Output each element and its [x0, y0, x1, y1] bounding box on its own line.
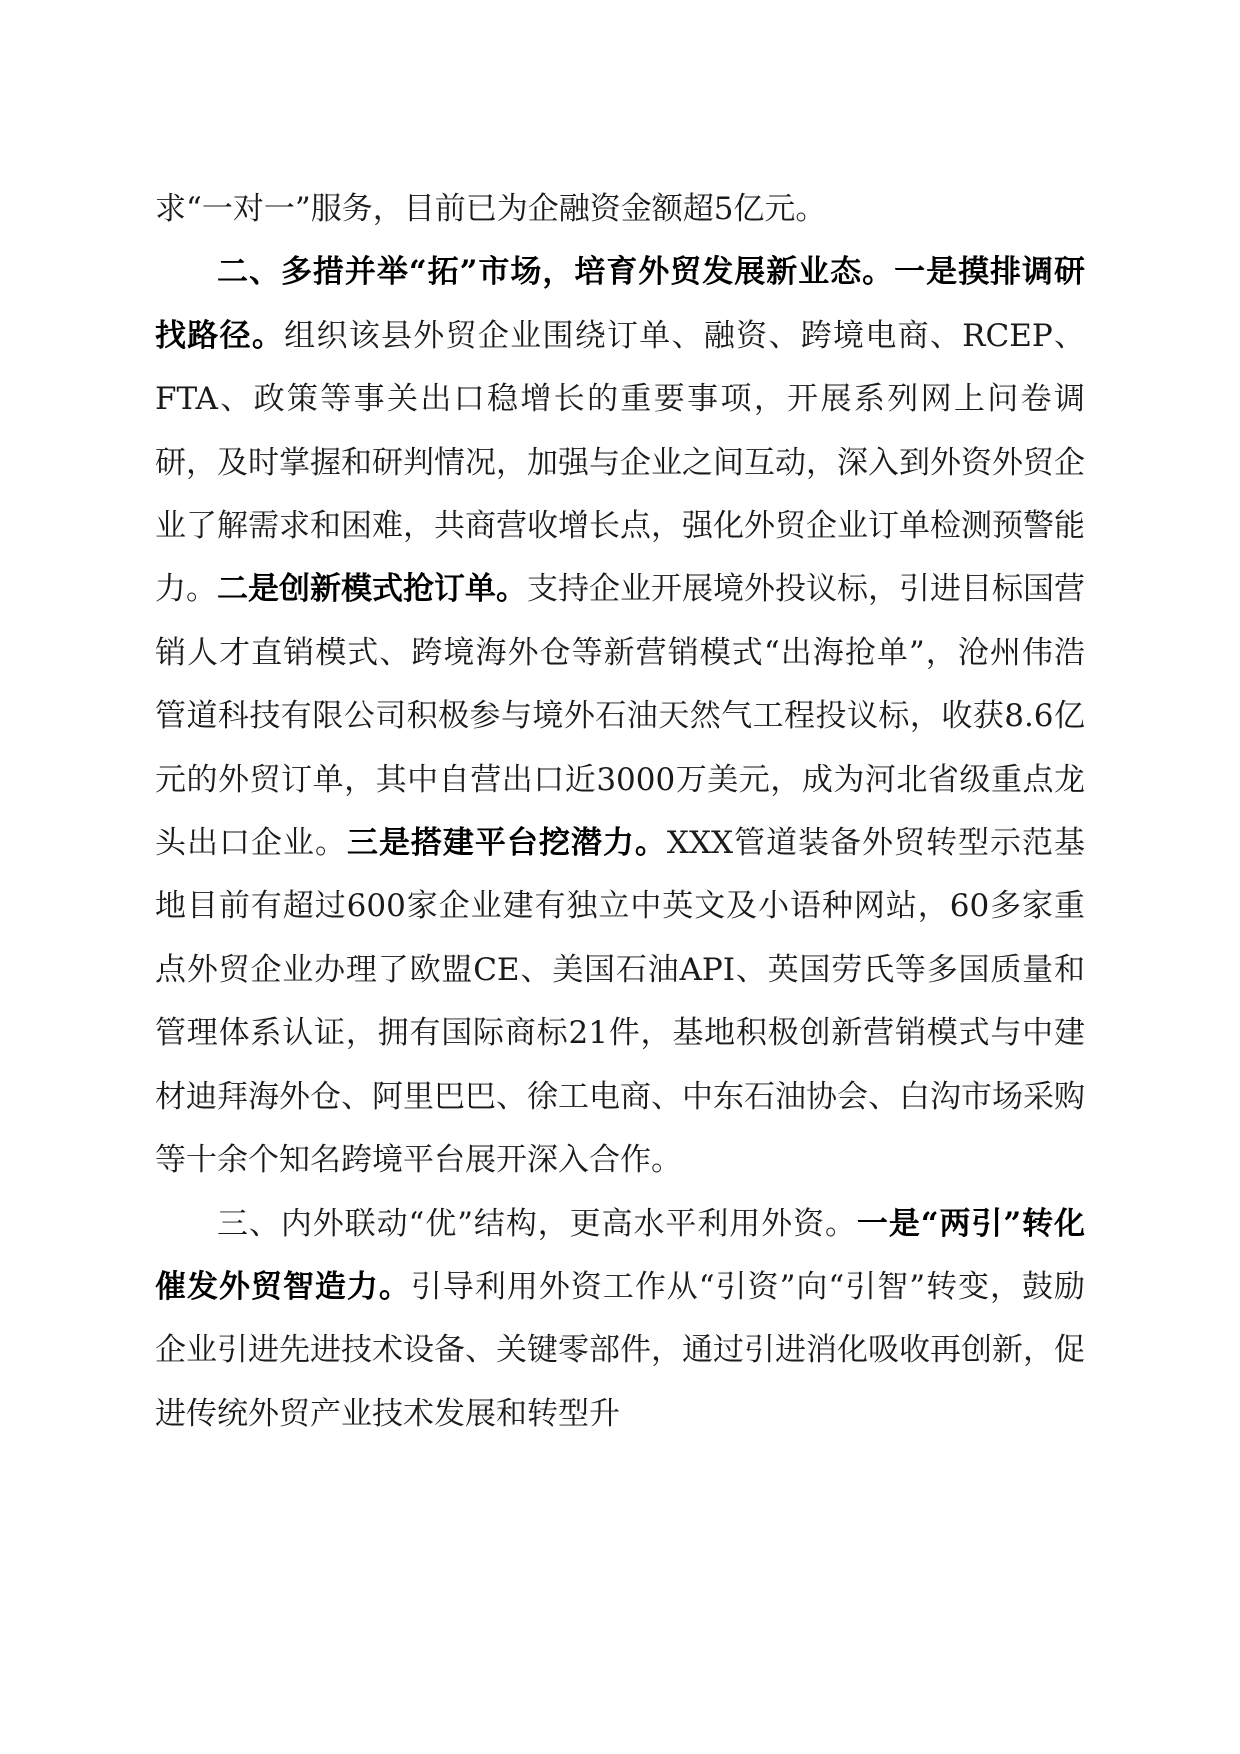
section-3-point-1-title: 一是“两引”转化催发外贸智造力。 — [155, 1205, 1085, 1305]
section-3-heading: 三、内外联动“优”结构，更高水平利用外资。 — [217, 1205, 857, 1242]
paragraph-section-3 — [155, 1193, 1085, 1447]
section-3-point-1-body: 引导利用外资工作从“引资”向“引智”转变，鼓励企业引进先进技术设备、关键零部件，通过引进消化吸收再创新，促进传统外贸产业技术发展和转型升 — [155, 1268, 1086, 1432]
paragraph-continuation — [155, 178, 1085, 241]
continuation-text: 求“一对一”服务，目前已为企融资金额超5亿元。 — [155, 191, 827, 227]
section-2-point-1-body: 组织该县外贸企业围绕订单、融资、跨境电商、RCEP、FTA、政策等事关出口稳增长的重要事项，开展系列网上问卷调研，及时掌握和研判情况，加强与企业之间互动，深入到外资外贸企业了解需求和困难，共商营收增长点，强化外贸企业订单检测预警能力。 — [155, 317, 1086, 608]
section-2-heading: 二、多措并举“拓”市场，培育外贸发展新业态。 — [217, 254, 895, 291]
section-2-point-1-title: 一是摸排调研找路径。 — [155, 254, 1085, 354]
section-2-point-3-title: 三是搭建平台挖潜力。 — [346, 825, 667, 862]
section-2-point-2-body: 支持企业开展境外投议标，引进目标国营销人才直销模式、跨境海外仓等新营销模式“出海抢单”，沧州伟浩管道科技有限公司积极参与境外石油天然气工程投议标，收获8.6亿元的外贸订单，其中自营出口近3000万美元，成为河北省级重点龙头出口企业。 — [155, 571, 1085, 862]
paragraph-section-2 — [155, 241, 1085, 1192]
section-2-point-2-title: 二是创新模式抢订单。 — [217, 571, 527, 608]
section-2-point-3-body: XXX管道装备外贸转型示范基地目前有超过600家企业建有独立中英文及小语种网站，60多家重点外贸企业办理了欧盟CE、美国石油API、英国劳氏等多国质量和管理体系认证，拥有国际商标21件，基地积极创新营销模式与中建材迪拜海外仓、阿里巴巴、徐工电商、中东石油协会、白沟市场采购等十余个知名跨境平台展开深入合作。 — [155, 825, 1085, 1179]
document-body — [155, 178, 1085, 1446]
